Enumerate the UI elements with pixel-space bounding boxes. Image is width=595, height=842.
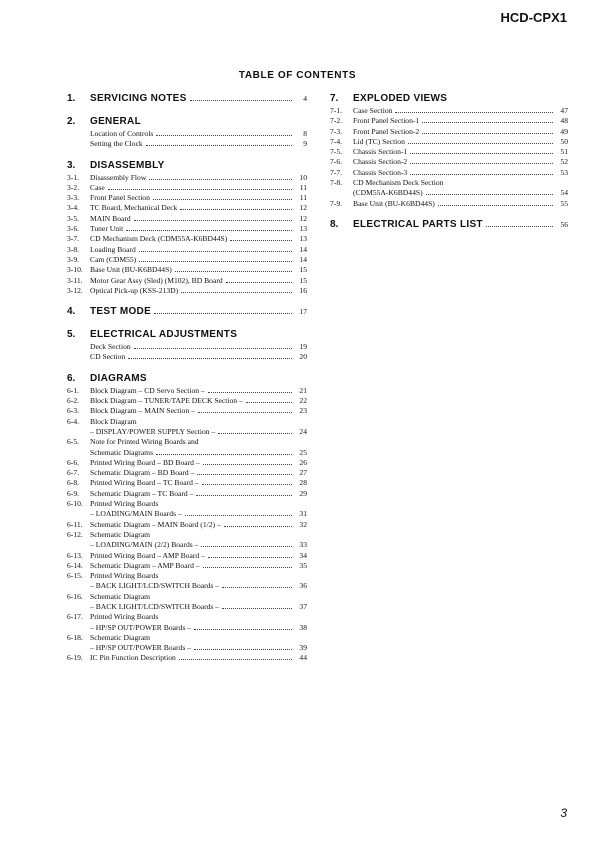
entry-page: 29 — [299, 488, 307, 498]
toc-entry[interactable] — [67, 633, 307, 643]
entry-title: Printed Wiring Board – AMP Board – — [90, 550, 205, 560]
toc-entry[interactable] — [67, 540, 307, 550]
dot-leader — [486, 226, 553, 227]
entry-number: 6-10. — [67, 499, 83, 509]
dot-leader — [202, 484, 292, 485]
section-title: SERVICING NOTES — [90, 93, 187, 104]
toc-section — [67, 160, 307, 297]
toc-entry[interactable] — [67, 602, 307, 612]
toc-entry[interactable] — [67, 571, 307, 581]
entry-page: 13 — [299, 224, 307, 234]
section-title: GENERAL — [90, 116, 141, 127]
entry-title: Optical Pick-up (KSS-213D) — [90, 285, 179, 295]
toc-entry[interactable] — [330, 116, 568, 126]
entry-title: Chassis Section-3 — [353, 167, 408, 177]
entry-page: 22 — [299, 396, 307, 406]
toc-entry[interactable] — [67, 458, 307, 468]
entry-number: 6-5. — [67, 437, 80, 447]
toc-entry[interactable] — [67, 352, 307, 362]
entry-title: Printed Wiring Board – TC Board – — [90, 478, 199, 488]
entry-page: 12 — [299, 213, 307, 223]
toc-entry[interactable] — [67, 286, 307, 296]
entry-title: Note for Printed Wiring Boards and — [90, 437, 199, 447]
entry-number: 6-4. — [67, 416, 80, 426]
dot-leader — [197, 474, 292, 475]
entry-number: 7-2. — [330, 116, 343, 126]
section-title: EXPLODED VIEWS — [353, 93, 448, 104]
dot-leader — [410, 174, 553, 175]
dot-leader — [128, 358, 292, 359]
dot-leader — [422, 122, 553, 123]
toc-entry[interactable] — [67, 468, 307, 478]
entry-title: Schematic Diagram — [90, 632, 151, 642]
entry-page: 28 — [299, 478, 307, 488]
dot-leader — [139, 261, 292, 262]
entry-number: 6-14. — [67, 560, 83, 570]
dot-leader — [203, 464, 292, 465]
entry-number: 3-8. — [67, 244, 80, 254]
entry-page: 44 — [299, 653, 307, 663]
entry-page: 26 — [299, 457, 307, 467]
dot-leader — [222, 587, 292, 588]
toc-title: TABLE OF CONTENTS — [238, 70, 357, 81]
section-number: 7. — [330, 93, 339, 104]
entry-page: 31 — [299, 509, 307, 519]
toc-entry[interactable] — [67, 551, 307, 561]
entry-title: Printed Wiring Boards — [90, 499, 159, 509]
entry-title: Block Diagram – TUNER/TAPE DECK Section – — [90, 396, 243, 406]
entry-page: 20 — [299, 352, 307, 362]
entry-number: 3-10. — [67, 265, 83, 275]
section-number: 3. — [67, 159, 76, 171]
entry-page: 33 — [299, 540, 307, 550]
entry-title: – BACK LIGHT/LCD/SWITCH Boards – — [90, 601, 220, 611]
dot-leader — [190, 100, 292, 101]
dot-leader — [185, 515, 292, 516]
dot-leader — [438, 205, 553, 206]
dot-leader — [194, 629, 292, 630]
entry-title: Front Panel Section-2 — [353, 126, 420, 136]
dot-leader — [146, 145, 292, 146]
entry-title: Cam (CDM55) — [90, 254, 137, 264]
section-number: 1. — [67, 93, 76, 104]
section-number: 5. — [67, 329, 76, 341]
entry-title: – HP/SP OUT/POWER Boards – — [90, 643, 191, 653]
entry-number: 7-7. — [330, 167, 343, 177]
entry-page: 32 — [299, 519, 307, 529]
toc-entry[interactable] — [330, 168, 568, 178]
entry-page: 27 — [299, 468, 307, 478]
entry-page: 34 — [299, 550, 307, 560]
entry-number: 6-15. — [67, 571, 83, 581]
entry-title: – HP/SP OUT/POWER Boards – — [90, 622, 191, 632]
entry-title: (CDM55A-K6BD44S) — [353, 188, 423, 198]
entry-page: 54 — [560, 188, 568, 198]
toc-entry[interactable] — [67, 509, 307, 519]
dot-leader — [154, 313, 292, 314]
entry-page: 47 — [560, 106, 568, 115]
dot-leader — [194, 649, 292, 650]
dot-leader — [134, 220, 292, 221]
dot-leader — [175, 271, 292, 272]
entry-page: 15 — [299, 265, 307, 275]
dot-leader — [246, 402, 292, 403]
entry-page: 53 — [560, 167, 568, 177]
toc-entry[interactable] — [67, 129, 307, 139]
toc-entry[interactable] — [330, 106, 568, 116]
entry-number: 3-6. — [67, 224, 80, 234]
toc-entry[interactable] — [67, 489, 307, 499]
entry-page: 52 — [560, 157, 568, 167]
entry-title: Location of Controls — [90, 129, 154, 138]
section-heading[interactable] — [67, 93, 307, 106]
toc-entry[interactable] — [330, 199, 568, 209]
entry-page: 21 — [299, 385, 307, 395]
toc-entry[interactable] — [67, 173, 307, 183]
entry-title: Chassis Section-1 — [353, 147, 408, 157]
entry-page: 38 — [299, 622, 307, 632]
entry-number: 7-4. — [330, 136, 343, 146]
toc-entry[interactable] — [67, 592, 307, 602]
toc-entry[interactable] — [67, 183, 307, 193]
section-heading[interactable] — [330, 93, 568, 106]
section-number: 2. — [67, 116, 76, 127]
entry-title: Setting the Clock — [90, 139, 143, 149]
entry-page: 11 — [299, 182, 307, 192]
toc-entry[interactable] — [67, 499, 307, 509]
toc-entry[interactable] — [67, 245, 307, 255]
section-heading[interactable] — [67, 160, 307, 173]
entry-title: Disassembly Flow — [90, 172, 147, 182]
entry-title: Lid (TC) Section — [353, 136, 405, 146]
entry-title: Motor Gear Assy (Sled) (M102), BD Board — [90, 275, 223, 285]
toc-entry[interactable] — [67, 520, 307, 530]
entry-title: MAIN Board — [90, 213, 131, 223]
toc-entry[interactable] — [330, 147, 568, 157]
entry-number: 3-7. — [67, 234, 80, 244]
section-number: 6. — [67, 372, 76, 384]
dot-leader — [218, 433, 292, 434]
dot-leader — [108, 189, 292, 190]
section-number: 4. — [67, 306, 76, 318]
dot-leader — [426, 194, 553, 195]
entry-number: 6-8. — [67, 478, 80, 488]
entry-title: Schematic Diagram — [90, 529, 151, 539]
entry-number: 6-12. — [67, 529, 83, 539]
entry-page: 36 — [299, 581, 307, 591]
dot-leader — [126, 230, 292, 231]
entry-number: 3-12. — [67, 285, 83, 295]
dot-leader — [226, 282, 292, 283]
dot-leader — [410, 163, 553, 164]
toc-entry[interactable] — [67, 265, 307, 275]
entry-page: 37 — [299, 601, 307, 611]
entry-page: 8 — [303, 129, 307, 138]
toc-entry[interactable] — [67, 139, 307, 149]
entry-title: – LOADING/MAIN Boards – — [90, 509, 182, 519]
entry-page: 14 — [299, 244, 307, 254]
entry-title: Schematic Diagram – MAIN Board (1/2) – — [90, 519, 221, 529]
entry-number: 6-19. — [67, 653, 83, 663]
toc-section — [330, 219, 568, 232]
entry-number: 7-1. — [330, 106, 343, 115]
toc-entry[interactable] — [330, 178, 568, 188]
section-heading[interactable] — [67, 306, 307, 319]
entry-title: Chassis Section-2 — [353, 157, 408, 167]
dot-leader — [222, 608, 292, 609]
section-page: 4 — [303, 94, 307, 103]
dot-leader — [134, 348, 292, 349]
toc-entry[interactable] — [67, 437, 307, 447]
entry-number: 7-3. — [330, 126, 343, 136]
entry-title: Tuner Unit — [90, 224, 124, 234]
section-heading[interactable] — [67, 116, 307, 129]
dot-leader — [203, 567, 292, 568]
section-title: ELECTRICAL ADJUSTMENTS — [90, 329, 238, 341]
toc-left-column — [67, 93, 307, 674]
entry-page: 19 — [299, 342, 307, 352]
entry-number: 6-18. — [67, 632, 83, 642]
dot-leader — [180, 209, 292, 210]
dot-leader — [153, 199, 292, 200]
toc-entry[interactable] — [67, 653, 307, 663]
dot-leader — [179, 659, 292, 660]
dot-leader — [196, 495, 292, 496]
entry-number: 6-7. — [67, 468, 80, 478]
entry-number: 7-6. — [330, 157, 343, 167]
model-number: HCD-CPX1 — [500, 10, 567, 25]
dot-leader — [395, 112, 553, 113]
entry-title: Case Section — [353, 106, 393, 115]
entry-title: – LOADING/MAIN (2/2) Boards – — [90, 540, 199, 550]
entry-title: Schematic Diagram – TC Board – — [90, 488, 194, 498]
entry-page: 15 — [299, 275, 307, 285]
entry-number: 3-5. — [67, 213, 80, 223]
toc-entry[interactable] — [67, 581, 307, 591]
entry-page: 14 — [299, 254, 307, 264]
entry-title: Printed Wiring Boards — [90, 612, 159, 622]
entry-number: 3-2. — [67, 182, 80, 192]
toc-section — [67, 93, 307, 106]
entry-number: 3-4. — [67, 203, 80, 213]
toc-entry[interactable] — [67, 193, 307, 203]
entry-page: 9 — [303, 139, 307, 149]
entry-page: 51 — [560, 147, 568, 157]
toc-entry[interactable] — [67, 612, 307, 622]
section-heading[interactable] — [67, 329, 307, 342]
entry-number: 6-1. — [67, 385, 80, 395]
entry-title: Schematic Diagram – AMP Board – — [90, 560, 200, 570]
entry-title: Printed Wiring Board – BD Board – — [90, 457, 200, 467]
entry-page: 11 — [299, 193, 307, 203]
toc-entry[interactable] — [67, 342, 307, 352]
entry-page: 50 — [560, 136, 568, 146]
toc-entry[interactable] — [67, 478, 307, 488]
entry-number: 6-17. — [67, 612, 83, 622]
toc-right-column — [330, 93, 568, 242]
entry-title: Loading Board — [90, 244, 136, 254]
entry-title: CD Section — [90, 352, 126, 362]
entry-title: CD Mechanism Deck (CDM55A-K6BD44S) — [90, 234, 228, 244]
section-title: DIAGRAMS — [90, 372, 147, 384]
page-number: 3 — [560, 806, 567, 820]
toc-entry[interactable] — [67, 203, 307, 213]
entry-number: 6-13. — [67, 550, 83, 560]
entry-page: 10 — [299, 172, 307, 182]
dot-leader — [198, 412, 292, 413]
entry-title: Front Panel Section — [90, 193, 150, 203]
entry-number: 6-11. — [67, 519, 83, 529]
entry-number: 3-1. — [67, 172, 80, 182]
toc-entry[interactable] — [330, 157, 568, 167]
toc-entry[interactable] — [67, 234, 307, 244]
entry-number: 6-2. — [67, 396, 80, 406]
entry-title: CD Mechanism Deck Section — [353, 178, 444, 188]
section-title: ELECTRICAL PARTS LIST — [353, 218, 483, 230]
entry-page: 25 — [299, 447, 307, 457]
entry-number: 7-9. — [330, 198, 343, 208]
toc-section — [67, 329, 307, 363]
entry-number: 7-5. — [330, 147, 343, 157]
section-heading[interactable] — [330, 219, 568, 232]
toc-entry[interactable] — [67, 406, 307, 416]
entry-page: 16 — [299, 285, 307, 295]
entry-title: Case — [90, 182, 105, 192]
dot-leader — [181, 292, 292, 293]
toc-entry[interactable] — [67, 417, 307, 427]
toc-section — [67, 116, 307, 150]
entry-page: 35 — [299, 560, 307, 570]
entry-title: Block Diagram – CD Servo Section – — [90, 385, 205, 395]
toc-section — [67, 373, 307, 664]
entry-number: 6-3. — [67, 406, 80, 416]
dot-leader — [208, 392, 292, 393]
entry-title: Front Panel Section-1 — [353, 116, 420, 126]
toc-section — [67, 306, 307, 319]
dot-leader — [422, 133, 553, 134]
entry-page: 24 — [299, 426, 307, 436]
entry-title: Block Diagram — [90, 416, 137, 426]
section-page: 56 — [560, 219, 568, 229]
section-title: TEST MODE — [90, 306, 152, 318]
section-number: 8. — [330, 218, 339, 230]
toc-entry[interactable] — [67, 276, 307, 286]
section-page: 17 — [299, 307, 307, 317]
dot-leader — [201, 546, 292, 547]
entry-number: 3-3. — [67, 193, 80, 203]
entry-title: TC Board, Mechanical Deck — [90, 203, 178, 213]
toc-entry[interactable] — [67, 530, 307, 540]
dot-leader — [224, 526, 292, 527]
toc-entry[interactable] — [67, 643, 307, 653]
entry-number: 7-8. — [330, 178, 343, 188]
toc-entry[interactable] — [330, 188, 568, 198]
entry-number: 6-6. — [67, 457, 80, 467]
section-heading[interactable] — [67, 373, 307, 386]
entry-page: 12 — [299, 203, 307, 213]
toc-entry[interactable] — [330, 127, 568, 137]
toc-entry[interactable] — [67, 255, 307, 265]
toc-section — [330, 93, 568, 209]
dot-leader — [149, 179, 292, 180]
entry-page: 13 — [299, 234, 307, 244]
entry-title: Deck Section — [90, 342, 131, 352]
entry-title: – DISPLAY/POWER SUPPLY Section – — [90, 426, 216, 436]
dot-leader — [156, 135, 292, 136]
entry-number: 3-11. — [67, 275, 83, 285]
entry-title: Printed Wiring Boards — [90, 571, 159, 581]
entry-title: – BACK LIGHT/LCD/SWITCH Boards – — [90, 581, 220, 591]
entry-title: Schematic Diagram — [90, 591, 151, 601]
entry-number: 6-16. — [67, 591, 83, 601]
entry-page: 48 — [560, 116, 568, 126]
toc-entry[interactable] — [67, 427, 307, 437]
entry-page: 39 — [299, 643, 307, 653]
entry-title: IC Pin Function Description — [90, 653, 176, 663]
dot-leader — [156, 454, 292, 455]
toc-entry[interactable] — [67, 561, 307, 571]
toc-entry[interactable] — [330, 137, 568, 147]
dot-leader — [230, 240, 292, 241]
entry-title: Block Diagram – MAIN Section – — [90, 406, 195, 416]
entry-title: Schematic Diagram – BD Board – — [90, 468, 195, 478]
dot-leader — [410, 153, 553, 154]
entry-page: 55 — [560, 198, 568, 208]
toc-entry[interactable] — [67, 214, 307, 224]
entry-page: 49 — [560, 126, 568, 136]
entry-title: Base Unit (BU-K6BD44S) — [90, 265, 172, 275]
section-title: DISASSEMBLY — [90, 159, 165, 171]
entry-number: 6-9. — [67, 488, 80, 498]
entry-title: Base Unit (BU-K6BD44S) — [353, 198, 435, 208]
toc-entry[interactable] — [67, 396, 307, 406]
dot-leader — [208, 557, 292, 558]
toc-entry[interactable] — [67, 386, 307, 396]
dot-leader — [139, 251, 292, 252]
toc-entry[interactable] — [67, 448, 307, 458]
entry-number: 3-9. — [67, 254, 80, 264]
toc-entry[interactable] — [67, 224, 307, 234]
dot-leader — [408, 143, 553, 144]
entry-title: Schematic Diagrams — [90, 447, 154, 457]
toc-entry[interactable] — [67, 623, 307, 633]
entry-page: 23 — [299, 406, 307, 416]
